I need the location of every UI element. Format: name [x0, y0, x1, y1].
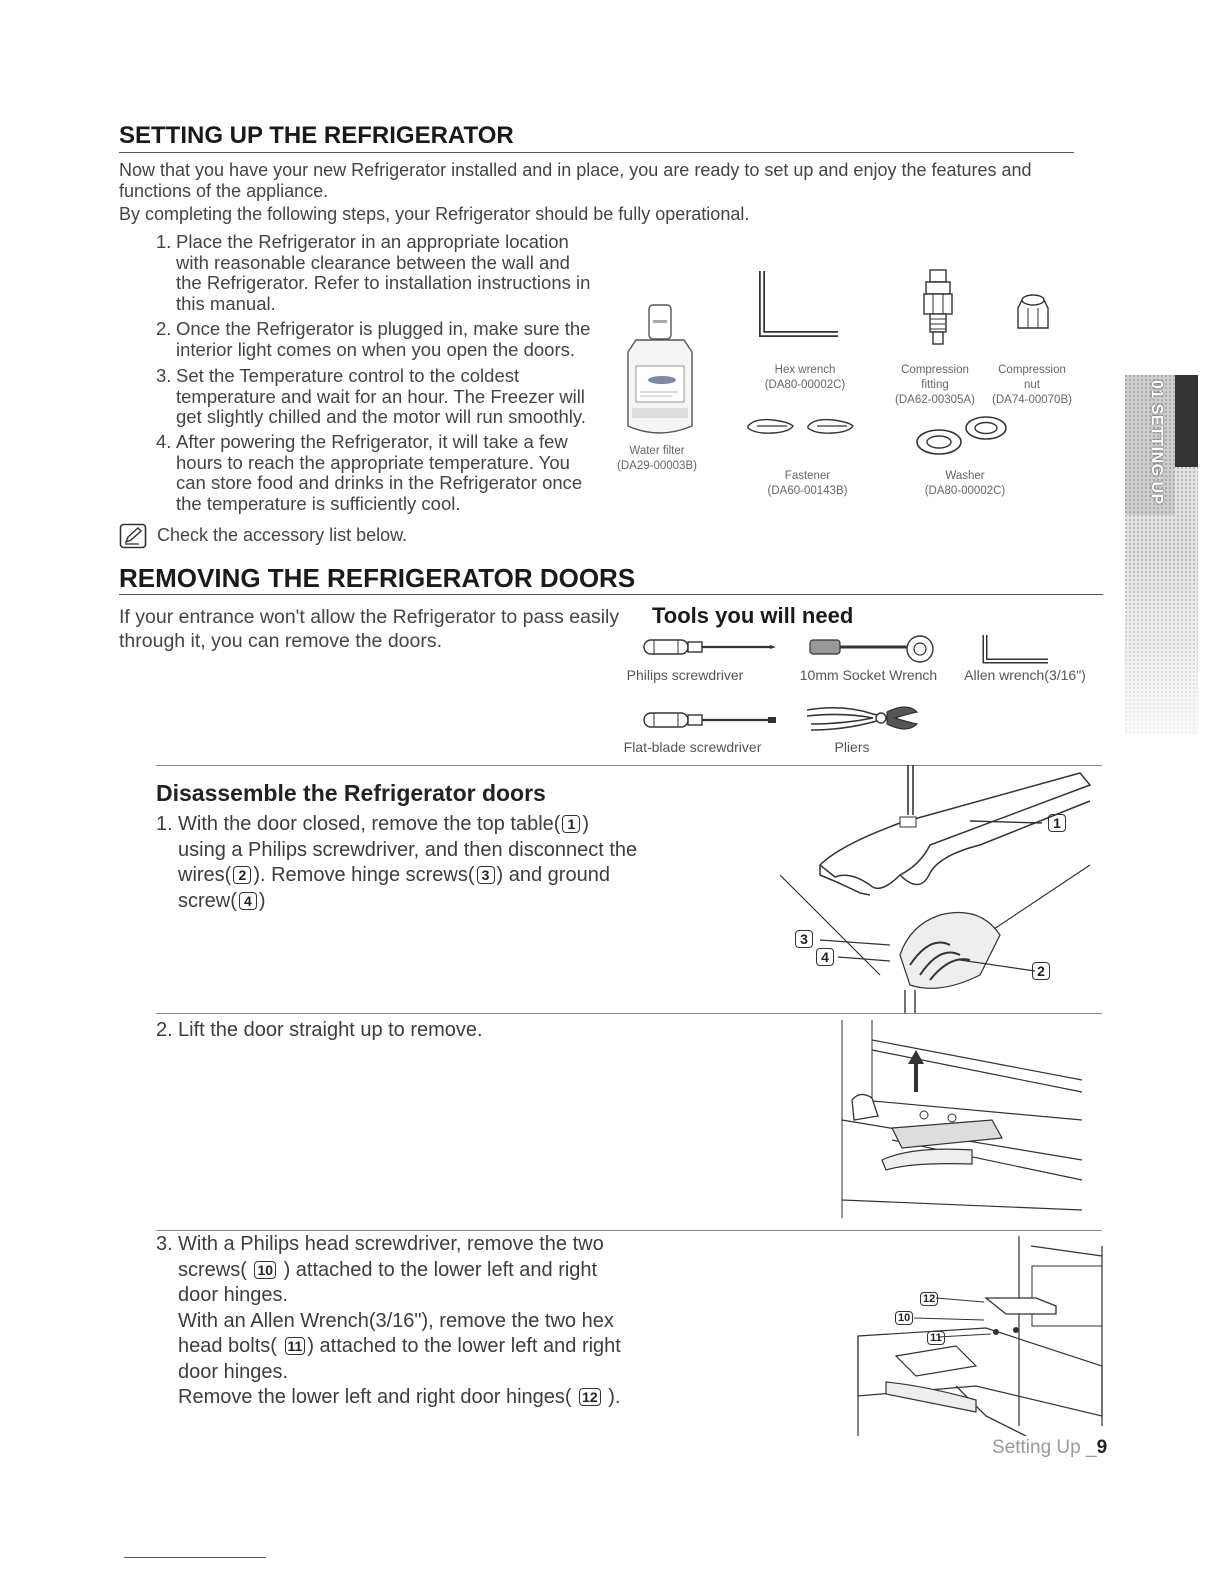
callout-badge: 2 — [233, 866, 251, 884]
water-filter-icon — [618, 300, 700, 442]
removing-intro: If your entrance won't allow the Refrigerator to pass easily through it, you can remove the doors. — [119, 606, 620, 652]
step-line: can store food and drinks in the Refrigerator once — [176, 472, 583, 493]
step-line: Set the Temperature control to the coldest — [176, 365, 520, 386]
step-number: 3. — [156, 365, 172, 386]
step-line: the temperature is sufficiently cool. — [176, 492, 461, 514]
disassemble-title: Disassemble the Refrigerator doors — [156, 780, 546, 806]
step-line: After powering the Refrigerator, it will take a few — [176, 431, 568, 452]
step-line: Place the Refrigerator in an appropriate location — [176, 231, 569, 252]
footer — [992, 1437, 1107, 1459]
callout-badge: 3 — [477, 866, 495, 884]
step-line: hours to reach the appropriate temperature. You — [176, 451, 570, 473]
callout-12: 12 — [920, 1292, 938, 1306]
removing-rule — [119, 594, 1103, 595]
philips-label: Philips screwdriver — [626, 667, 744, 683]
lower-hinge-illustration — [856, 1236, 1106, 1436]
setup-intro-line2: functions of the appliance. — [119, 181, 329, 201]
setup-title: SETTING UP THE REFRIGERATOR — [119, 122, 514, 149]
footnote-rule — [124, 1557, 266, 1558]
callout-badge: 12 — [579, 1388, 601, 1406]
step-number: 3. — [156, 1233, 173, 1255]
fastener-label: Fastener (DA60-00143B) — [767, 470, 848, 497]
callout-10: 10 — [895, 1311, 913, 1325]
pliers-label: Pliers — [834, 739, 870, 755]
pliers-icon — [803, 700, 921, 738]
step-line: the Refrigerator. Refer to installation instructions in — [176, 272, 591, 293]
washer-label: Washer (DA80-00002C) — [924, 470, 1006, 497]
compression-fitting-icon — [920, 268, 956, 350]
step-line: with reasonable clearance between the wall and — [176, 251, 570, 273]
note-icon — [119, 523, 147, 549]
top-table-illustration — [780, 765, 1100, 1013]
step-line: temperature and wait for an hour. The Freezer will — [176, 385, 585, 407]
socket-wrench-icon — [808, 634, 938, 664]
footer-label: Setting Up _ — [992, 1437, 1097, 1458]
step-line: Once the Refrigerator is plugged in, make sure the — [176, 318, 591, 339]
callout-11: 11 — [927, 1331, 945, 1345]
tools-title: Tools you will need — [652, 603, 854, 628]
step-number: 2. — [156, 1019, 173, 1041]
callout-3: 3 — [795, 930, 813, 948]
lift-door-illustration — [832, 1020, 1087, 1220]
side-tab-label: 01 SETTING UP — [1148, 380, 1165, 505]
step-line: interior light comes on when you open the doors. — [176, 338, 576, 360]
callout-2: 2 — [1032, 962, 1050, 980]
hex-wrench-label: Hex wrench (DA80-00002C) — [764, 364, 846, 391]
removing-title: REMOVING THE REFRIGERATOR DOORS — [119, 563, 636, 593]
step-number: 2. — [156, 318, 172, 339]
title-rule — [119, 152, 1074, 153]
fastener-icon — [745, 416, 860, 438]
side-tab-label-wrap — [1143, 380, 1165, 520]
step-line: get slightly chilled and the motor will run smoothly. — [176, 406, 586, 427]
callout-badge: 1 — [562, 815, 580, 833]
socket-wrench-label: 10mm Socket Wrench — [799, 667, 938, 683]
flat-screwdriver-icon — [642, 709, 782, 731]
hex-wrench-icon — [755, 268, 845, 340]
allen-wrench-label: Allen wrench(3/16") — [964, 667, 1086, 683]
callout-badge: 4 — [239, 892, 257, 910]
compression-nut-icon — [1016, 292, 1050, 334]
compression-nut-label: Compression nut (DA74-00070B) — [992, 364, 1072, 406]
callout-1: 1 — [1048, 814, 1066, 832]
page-number: 9 — [1096, 1437, 1108, 1458]
callout-badge: 10 — [254, 1261, 276, 1279]
washer-icon — [914, 414, 1010, 458]
callout-4: 4 — [816, 948, 834, 966]
water-filter-label: Water filter (DA29-00003B) — [617, 445, 697, 472]
step-line: this manual. — [176, 292, 276, 314]
setup-intro-line1: Now that you have your new Refrigerator installed and in place, you are ready to set up and enjoy the features and — [119, 160, 1032, 180]
allen-wrench-icon — [980, 633, 1052, 667]
note-text: Check the accessory list below. — [157, 525, 408, 545]
step-number: 1. — [156, 813, 173, 835]
callout-badge: 11 — [285, 1337, 306, 1355]
compression-fitting-label: Compression fitting (DA62-00305A) — [895, 364, 975, 406]
setup-intro-line3: By completing the following steps, your Refrigerator should be fully operational. — [119, 204, 750, 224]
flat-blade-label: Flat-blade screwdriver — [623, 739, 762, 755]
section-rule — [156, 1013, 1102, 1014]
step-number: 1. — [156, 231, 172, 252]
section-rule — [156, 1230, 1102, 1231]
step-number: 4. — [156, 431, 172, 452]
philips-screwdriver-icon — [642, 636, 782, 658]
